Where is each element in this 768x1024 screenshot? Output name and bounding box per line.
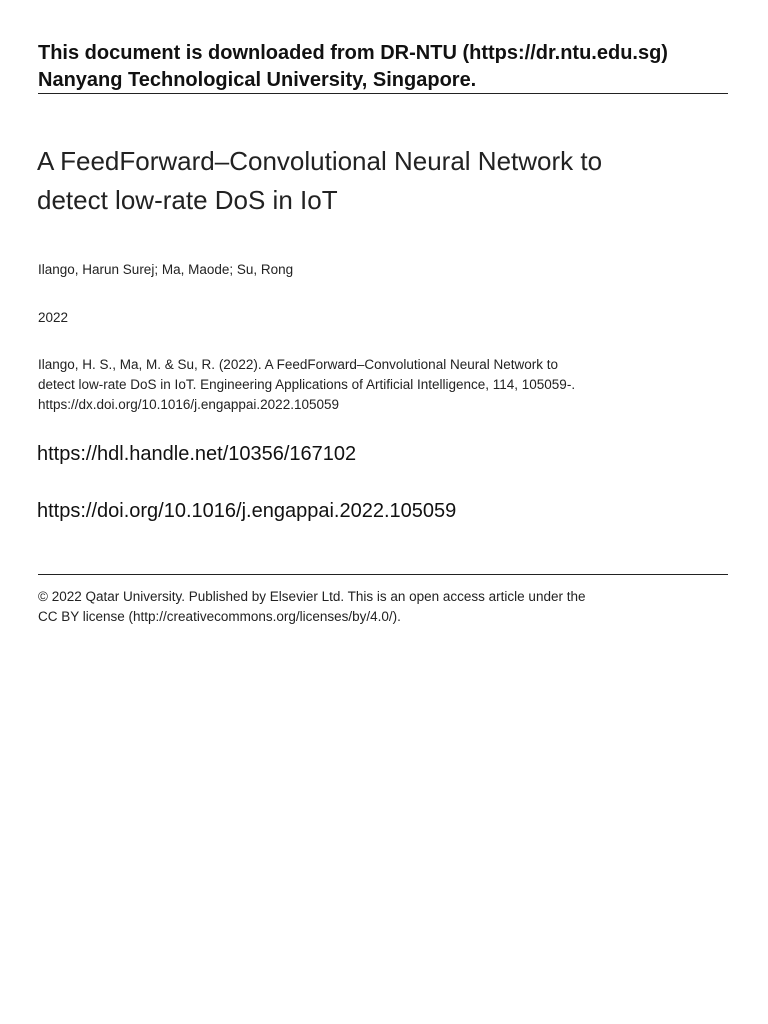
publication-year: 2022 xyxy=(38,310,69,325)
license-line-1: © 2022 Qatar University. Published by Elsevier Ltd. This is an open access article under the xyxy=(38,589,586,604)
citation-doi-link[interactable]: https://dx.doi.org/10.1016/j.engappai.2022.105059 xyxy=(38,397,339,412)
handle-link[interactable]: https://hdl.handle.net/10356/167102 xyxy=(37,443,357,465)
citation-line-1: Ilango, H. S., Ma, M. & Su, R. (2022). A FeedForward–Convolutional Neural Network to xyxy=(38,357,558,372)
citation-line-2: detect low-rate DoS in IoT. Engineering Applications of Artificial Intelligence, 114, 105059-. xyxy=(38,377,576,392)
paper-title xyxy=(37,142,697,220)
license-line-2[interactable]: CC BY license (http://creativecommons.org/licenses/by/4.0/). xyxy=(38,609,401,624)
citation-block xyxy=(38,355,678,415)
title-line-1: A FeedForward–Convolutional Neural Network to xyxy=(37,146,603,176)
title-line-2: detect low-rate DoS in IoT xyxy=(37,185,338,215)
header-university-line: Nanyang Technological University, Singapore. xyxy=(38,69,477,91)
header-download-line: This document is downloaded from DR-NTU (https://dr.ntu.edu.sg) xyxy=(38,42,668,64)
paper-authors: Ilango, Harun Surej; Ma, Maode; Su, Rong xyxy=(38,262,294,277)
repository-header xyxy=(38,40,728,94)
header-divider xyxy=(38,93,728,94)
license-divider xyxy=(38,574,728,575)
license-notice xyxy=(38,587,678,627)
doi-link[interactable]: https://doi.org/10.1016/j.engappai.2022.105059 xyxy=(37,500,457,522)
